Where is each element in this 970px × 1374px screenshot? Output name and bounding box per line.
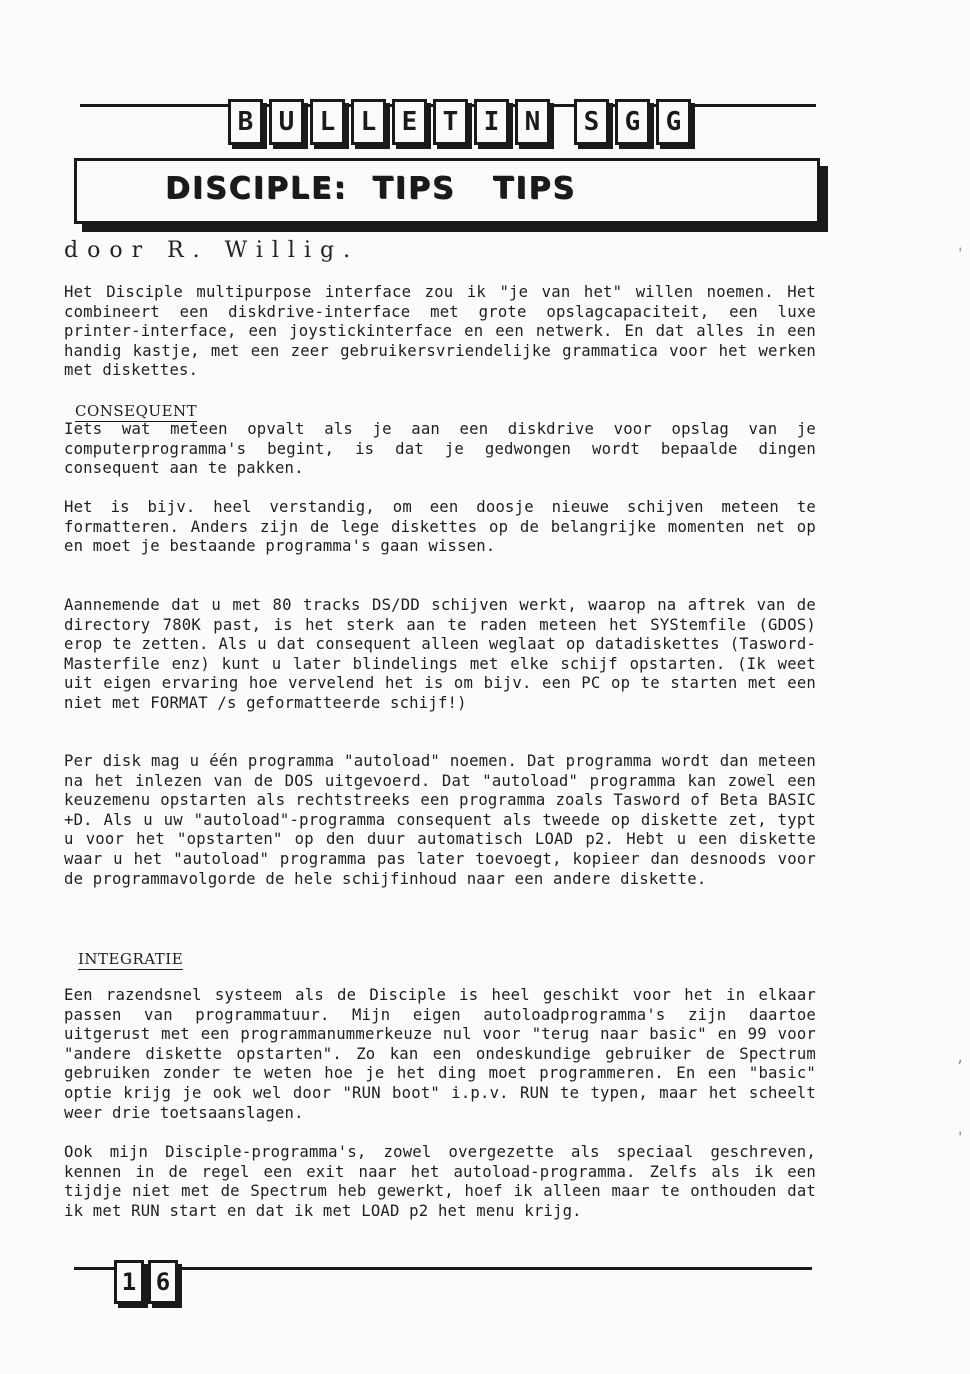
masthead-letter: E	[392, 99, 427, 145]
paragraph: Aannemende dat u met 80 tracks DS/DD schijven werkt, waarop na aftrek van de directory 780K past, is het sterk aan te raden meteen het SYStemfile (GDOS) erop te zetten. Als u dat consequent alleen weglaat op datadiskettes (Tasword-Masterfile enz) kunt u later blindelings met elke schijf opstarten. (Ik weet uit eigen ervaring hoe vervelend het is om bijv. een PC op te starten met een niet met FORMAT /s geformatteerde schijf!)	[64, 596, 816, 712]
masthead-letter: L	[351, 99, 386, 145]
margin-speck: ,	[956, 1050, 965, 1066]
masthead-letter: B	[228, 99, 263, 145]
margin-speck: '	[956, 246, 965, 262]
page-number-digit: 1	[114, 1260, 144, 1304]
paragraph: Per disk mag u één programma "autoload" noemen. Dat programma wordt dan meteen na het inlezen van de DOS uitgevoerd. Dat "autoload" programma kan zowel een keuzemenu opstarten als rechtstreeks een programma zoals Tasword of Beta BASIC +D. Als u uw "autoload"-programma consequent als tweede op diskette zet, typt u voor het "opstarten" op den duur automatisch LOAD p2. Hebt u een diskette waar u het "autoload" programma pas later toevoegt, kopieer dan desnoods voor de programmavolgorde de hele schijfinhoud naar een andere diskette.	[64, 752, 816, 888]
masthead-letter: G	[615, 99, 650, 145]
paragraph: Iets wat meteen opvalt als je aan een diskdrive voor opslag van je computerprogramma's begint, is dat je gedwongen wordt bepaalde dingen consequent aan te pakken.	[64, 420, 816, 478]
masthead-letter: N	[515, 99, 550, 145]
masthead-letter: T	[433, 99, 468, 145]
masthead-letter: S	[574, 99, 609, 145]
paragraph: Ook mijn Disciple-programma's, zowel overgezette als speciaal geschreven, kennen in de regel een exit naar het autoload-programma. Zelfs als ik een tijdje niet met de Spectrum heb gewerkt, hoef ik alleen maar te onthouden dat ik met RUN start en dat ik met LOAD p2 het menu krijg.	[64, 1143, 816, 1220]
paragraph: Het is bijv. heel verstandig, om een doosje nieuwe schijven meteen te formatteren. Anders zijn de lege diskettes op de belangrijke momenten net op en moet je bestaande programma's gaan wissen.	[64, 498, 816, 556]
footer-rule	[74, 1267, 812, 1270]
masthead-letter: L	[310, 99, 345, 145]
masthead-letter: U	[269, 99, 304, 145]
masthead-letter: G	[656, 99, 691, 145]
margin-speck: '	[956, 1130, 965, 1146]
page-number	[114, 1260, 182, 1304]
page-number-digit: 6	[148, 1260, 178, 1304]
paragraph-intro: Het Disciple multipurpose interface zou ik "je van het" willen noemen. Het combineert een diskdrive-interface met grote opslagcapaciteit, een luxe printer-interface, een joystickinterface en een netwerk. En dat alles in een handig kastje, met een zeer gebruikersvriendelijke grammatica voor het werken met diskettes.	[64, 283, 816, 380]
masthead-letter: I	[474, 99, 509, 145]
byline: door R. Willig.	[64, 238, 360, 263]
article-title: DISCIPLE: TIPS TIPS	[165, 171, 577, 206]
masthead-logo	[228, 96, 697, 148]
title-frame	[74, 158, 820, 224]
section-heading-integratie: INTEGRATIE	[78, 950, 184, 968]
paragraph: Een razendsnel systeem als de Disciple is heel geschikt voor het in elkaar passen van programmatuur. Mijn eigen autoloadprogramma's zijn daartoe uitgerust met een programmanummerkeuze nul voor "terug naar basic" en 99 voor "andere diskette opstarten". Zo kan een ondeskundige gebruiker de Spectrum gebruiken zonder te weten hoe je het ding moet programmeren. En een "basic" optie krijg je ook wel door "RUN boot" i.p.v. RUN te typen, maar het scheelt weer drie toetsaanslagen.	[64, 986, 816, 1122]
section-heading-consequent: CONSEQUENT	[75, 402, 198, 420]
